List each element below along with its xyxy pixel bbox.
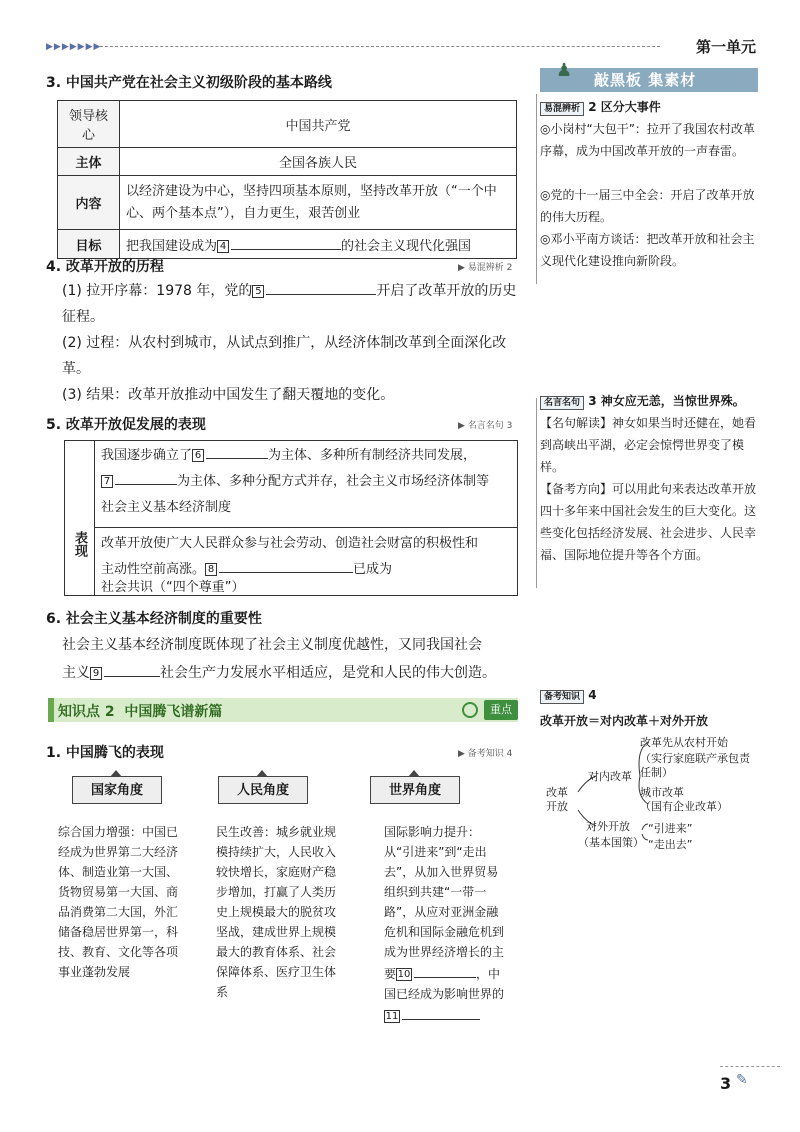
sidebar-bk-tag: 备考知识	[540, 690, 584, 704]
box-line-3: 社会主义基本经济制度	[101, 500, 232, 515]
box-line-4: 改革开放使广大人民群众参与社会劳动、创造社会财富的积极性和	[101, 536, 479, 551]
header-rule	[100, 46, 660, 47]
blank-number: 7	[101, 475, 113, 488]
section-1-heading: 1. 中国腾飞的表现	[46, 745, 164, 761]
development-box	[64, 440, 518, 596]
fill-blank[interactable]	[206, 443, 268, 459]
key-badge: 重点	[484, 700, 518, 720]
header-decoration: ▶▶▶▶▶▶▶	[46, 42, 102, 52]
box-line-2	[101, 469, 511, 495]
text: 2 区分大事件	[588, 100, 661, 114]
section-4-p1	[62, 278, 520, 330]
text: 主动性空前高涨。	[101, 562, 206, 577]
text: (1) 拉开序幕：1978 年，党的	[62, 283, 253, 299]
angle-national: 国家角度	[72, 776, 162, 804]
text: 已成为	[353, 562, 393, 577]
fill-blank[interactable]	[231, 234, 341, 250]
mm-inner: 对内改革	[588, 770, 632, 783]
section-1-ref: ▶ 备考知识 4	[458, 749, 513, 759]
sidebar-my-tag: 名言名句	[540, 396, 584, 410]
row-key: 内容	[58, 176, 120, 230]
sidebar-banner: 敲黑板 集素材	[540, 68, 758, 92]
box-divider	[95, 527, 517, 528]
angle-people: 人民角度	[218, 776, 308, 804]
row-value	[120, 230, 517, 259]
fill-blank[interactable]	[115, 469, 177, 485]
fill-blank[interactable]	[266, 279, 376, 295]
blank-number: 8	[205, 563, 217, 576]
row-key: 领导核心	[58, 101, 120, 148]
sidebar-my-p2: 【备考方向】可以用此句来表达改革开放四十多年来中国社会发生的巨大变化。这些变化包括经济发展、社会进步、人民幸福、国际地位提升等各个方面。	[540, 482, 757, 562]
row-key: 主体	[58, 148, 120, 176]
box-line-6: 社会共识（“四个尊重”）	[101, 580, 245, 595]
row-key: 目标	[58, 230, 120, 259]
sidebar-yh-title	[540, 98, 661, 116]
text: 开启了改革开放的历史征程。	[62, 283, 517, 325]
basic-line-table	[57, 100, 517, 259]
section-6-p2	[62, 660, 522, 686]
blank-number: 4	[217, 240, 229, 253]
mm-root: 改革开放	[546, 786, 568, 813]
sidebar-bk-formula: 改革开放＝对内改革＋对外开放	[540, 714, 709, 728]
mm-outer: 对外开放	[586, 820, 630, 833]
fill-blank[interactable]	[402, 1004, 480, 1020]
text: 4	[588, 688, 597, 702]
section-3-heading: 3. 中国共产党在社会主义初级阶段的基本路线	[46, 75, 332, 91]
box-side-label: 表现	[65, 441, 95, 595]
sidebar-yh-item: ◎邓小平南方谈话：把改革开放和社会主义现代化建设推向新阶段。	[540, 232, 755, 268]
mm-city: 城市改革	[640, 786, 684, 799]
angle-people-text: 民生改善：城乡就业规模持续扩大，人民收入较快增长，家庭财产稳步增加，打赢了人类历史上规模最大的脱贫攻坚战，建成世界上规模最大的教育体系、社会保障体系、医疗卫生体系	[216, 825, 337, 999]
section-5-ref: ▶ 名言名句 3	[458, 421, 513, 431]
sidebar-my-p1: 【名句解读】神女如果当时还健在，她看到高峡出平湖，必定会惊愕世界变了模样。	[540, 416, 757, 474]
sidebar-yh-item: ◎党的十一届三中全会：开启了改革开放的伟大历程。	[540, 188, 755, 224]
box-line-1	[101, 443, 511, 469]
row-value: 中国共产党	[120, 101, 517, 148]
section-6-heading: 6. 社会主义基本经济制度的重要性	[46, 611, 262, 627]
text: 的社会主义现代化强国	[341, 239, 472, 254]
text: 社会生产力发展水平相适应，是党和人民的伟大创造。	[160, 665, 496, 681]
sidebar-bk-title	[540, 688, 597, 704]
ref-text: 易混辨析 2	[467, 263, 513, 273]
kp-label: 知识点 2	[58, 704, 115, 720]
blank-number: 10	[397, 969, 411, 980]
text: 3 神女应无恙，当惊世界殊。	[588, 394, 745, 408]
mm-city-sub: （国有企业改革）	[640, 800, 728, 813]
sidebar-frame	[536, 94, 537, 284]
mm-out: “走出去”	[648, 838, 693, 851]
fill-blank[interactable]	[104, 661, 160, 677]
sidebar-frame	[536, 398, 537, 588]
ref-text: 名言名句 3	[467, 421, 513, 431]
knowledge-point-title	[58, 701, 222, 721]
section-4-heading: 4. 改革开放的历程	[46, 259, 164, 275]
text: 为主体、多种所有制经济共同发展，	[268, 448, 477, 463]
angle-national-text: 综合国力增强：中国已经成为世界第二大经济体、制造业第一大国、货物贸易第一大国、商品消费第二大国，外汇储备稳居世界第一，科技、教育、文化等各项事业蓬勃发展	[58, 825, 179, 979]
text: 主义	[62, 665, 90, 681]
page-number: 3	[720, 1074, 732, 1093]
row-value: 以经济建设为中心，坚持四项基本原则，坚持改革开放（“一个中心、两个基本点”），自力更生，艰苦创业	[120, 176, 517, 230]
mm-rural: 改革先从农村开始	[640, 736, 728, 749]
section-4-ref: ▶ 易混辨析 2	[458, 263, 513, 273]
text: 为主体、多种分配方式并存，社会主义市场经济体制等	[177, 474, 490, 489]
person-icon: ♟	[556, 60, 573, 81]
sidebar-yh-tag: 易混辨析	[540, 102, 584, 116]
blank-number: 5	[252, 285, 264, 298]
section-6-p1: 社会主义基本经济制度既体现了社会主义制度优越性，又同我国社会	[62, 637, 482, 653]
text: 把我国建设成为	[126, 239, 218, 254]
sidebar-my-title	[540, 392, 745, 410]
blank-number: 9	[90, 667, 102, 680]
angle-world: 世界角度	[370, 776, 460, 804]
sidebar-yh-item: ◎小岗村“大包干”：拉开了我国农村改革序幕，成为中国改革开放的一声春雷。	[540, 122, 755, 158]
ref-text: 备考知识 4	[467, 749, 513, 759]
fill-blank[interactable]	[219, 557, 353, 573]
row-value: 全国各族人民	[120, 148, 517, 176]
text: ，中国已经成为影响世界的	[384, 967, 505, 1001]
target-icon	[462, 702, 478, 718]
unit-title: 第一单元	[696, 38, 757, 56]
section-4-p3: (3) 结果：改革开放推动中国发生了翻天覆地的变化。	[62, 387, 395, 403]
text: 我国逐步确立了	[101, 448, 193, 463]
mm-outer-sub: （基本国策）	[578, 836, 644, 849]
blank-number: 6	[192, 449, 204, 462]
fill-blank[interactable]	[414, 962, 476, 978]
mm-in: “引进来”	[648, 822, 693, 835]
pen-icon: ✎	[736, 1072, 748, 1088]
blank-number: 11	[385, 1011, 399, 1022]
section-5-heading: 5. 改革开放促发展的表现	[46, 417, 206, 433]
section-4-p2: (2) 过程：从农村到城市，从试点到推广，从经济体制改革到全面深化改革。	[62, 335, 507, 377]
footer-rule	[720, 1066, 780, 1067]
text: 国际影响力提升：从“引进来”到“走出去”，从加入世界贸易组织到共建“一带一路”，从应对亚洲金融危机和国际金融危机到成为世界经济增长的主要	[384, 825, 505, 981]
kp-name: 中国腾飞谱新篇	[124, 704, 223, 720]
angle-world-text	[384, 822, 510, 1026]
mm-rural-sub: （实行家庭联产承包责任制）	[640, 752, 750, 779]
